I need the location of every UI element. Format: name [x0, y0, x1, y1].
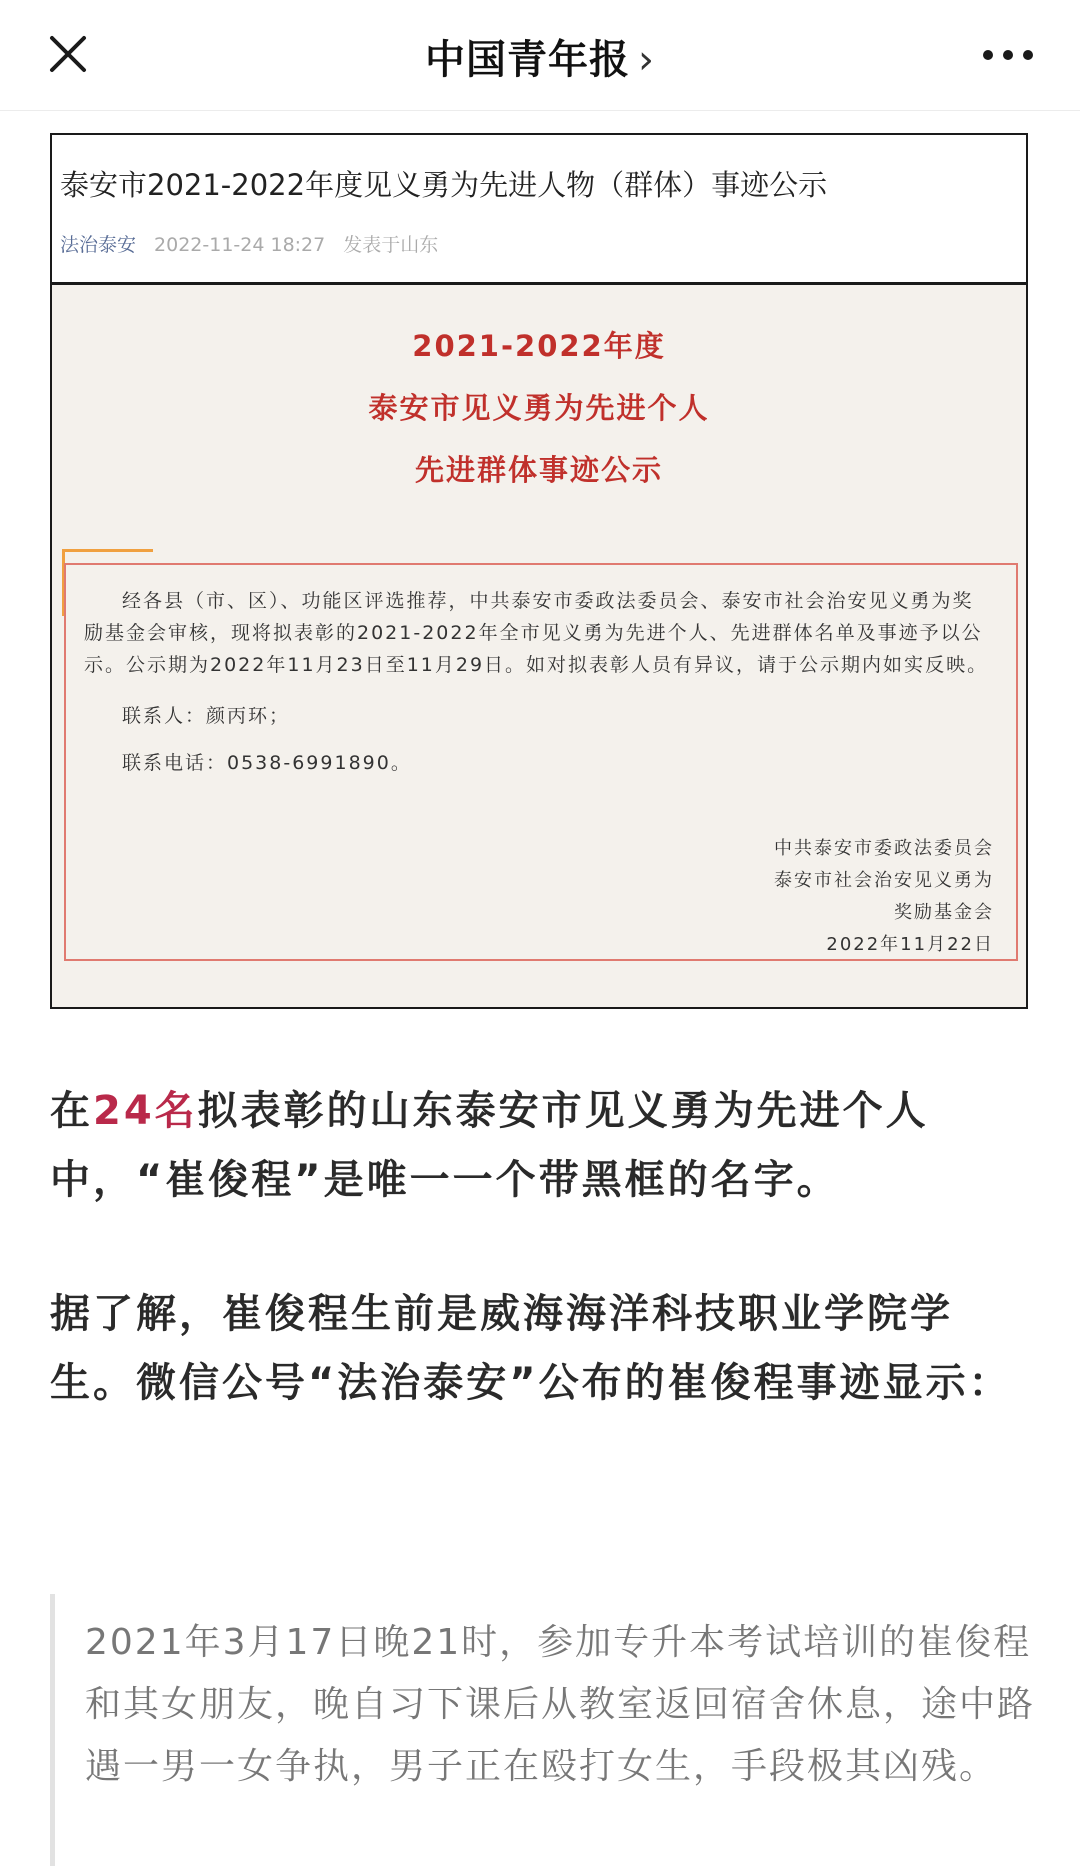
embed-meta: [60, 230, 1026, 257]
account-title-link[interactable]: [0, 28, 1080, 85]
embed-location: 发表于山东: [343, 234, 439, 256]
account-name: 中国青年报: [425, 37, 630, 83]
contact-phone: 联系电话：0538-6991890。: [122, 752, 412, 774]
notice-paragraph: 经各县（市、区）、功能区评选推荐，中共泰安市委政法委员会、泰安市社会治安见义勇为奖励基金会审核，现将拟表彰的2021-2022年全市见义勇为先进个人、先进群体名单及事迹予以公示。公示期为2022年11月23日至11月29日。如对拟表彰人员有异议，请于公示期内如实反映。: [84, 590, 989, 676]
p1-rest: 拟表彰的山东泰安市见义勇为先进个人中，“崔俊程”是唯一一个带黑框的名字。: [50, 1088, 929, 1203]
chevron-right-icon: ›: [638, 37, 655, 83]
more-button[interactable]: [980, 40, 1040, 70]
red-title-block: [52, 285, 1026, 501]
sign-line-1: 中共泰安市委政法委员会: [774, 838, 994, 859]
embedded-notice-image[interactable]: [50, 133, 1028, 1009]
embed-datetime: 2022-11-24 18:27: [154, 234, 326, 256]
p1-highlight: 24名: [93, 1088, 198, 1134]
red-title-line-3: 先进群体事迹公示: [414, 453, 663, 487]
contact-person: 联系人：颜丙环；: [122, 705, 291, 727]
article-paragraph-2: 据了解，崔俊程生前是威海海洋科技职业学院学生。微信公号“法治泰安”公布的崔俊程事迹显示：: [50, 1291, 1012, 1406]
p1-prefix: 在: [50, 1088, 93, 1134]
red-title-line-2: 泰安市见义勇为先进个人: [368, 391, 710, 425]
embed-header: [52, 135, 1026, 285]
article-paragraph-1: [50, 1077, 1030, 1215]
notice-box: [64, 563, 1018, 961]
embed-title: 泰安市2021-2022年度见义勇为先进人物（群体）事迹公示: [60, 168, 828, 202]
red-title-line-1: 2021-2022年度: [412, 329, 666, 363]
sign-line-3: 奖励基金会: [894, 902, 994, 923]
signature-block: [774, 833, 994, 961]
embed-source: 法治泰安: [60, 234, 137, 256]
quote-block: 2021年3月17日晚21时，参加专升本考试培训的崔俊程和其女朋友，晚自习下课后从教室返回宿舍休息，途中路遇一男一女争执，男子正在殴打女生，手段极其凶残。: [50, 1594, 1040, 1866]
more-icon: [980, 40, 1040, 70]
embed-body: [52, 285, 1026, 1007]
top-nav-bar: [0, 0, 1080, 111]
sign-date: 2022年11月22日: [826, 934, 994, 955]
sign-line-2: 泰安市社会治安见义勇为: [774, 870, 994, 891]
